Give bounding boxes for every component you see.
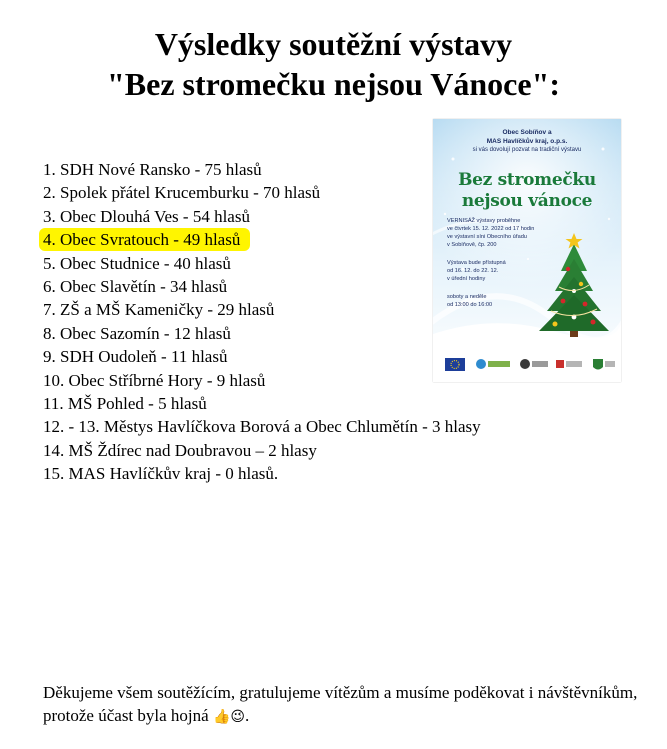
poster-detail: Výstava bude přístupná bbox=[447, 260, 506, 266]
poster-detail: od 13:00 do 16:00 bbox=[447, 302, 493, 308]
poster-invitation: si vás dovolují pozvat na tradiční výstavu bbox=[472, 147, 582, 153]
poster-background bbox=[433, 119, 621, 382]
thanks-paragraph: Děkujeme všem soutěžícím, gratulujeme vítězům a musíme poděkovat i návštěvníkům, protože účast byla hojná 👍😉. bbox=[43, 683, 638, 725]
poster-title-line-2: nejsou vánoce bbox=[461, 191, 593, 211]
thumbs-up-wink-icon: 👍😉 bbox=[212, 709, 245, 725]
list-item: 6. Obec Slavětín - 34 hlasů bbox=[43, 277, 228, 297]
municipality-logo-icon bbox=[593, 359, 615, 370]
leader-logo-icon bbox=[476, 359, 510, 369]
poster-detail: od 16. 12. do 22. 12. bbox=[447, 268, 499, 274]
list-item: 14. MŠ Ždírec nad Doubravou – 2 hlasy bbox=[43, 440, 317, 460]
exhibition-poster bbox=[433, 119, 621, 382]
eu-flag-icon bbox=[445, 358, 465, 371]
poster-detail: VERNISÁŽ výstavy proběhne bbox=[447, 218, 521, 224]
page-title bbox=[0, 24, 667, 104]
list-item: 12. - 13. Městys Havlíčkova Borová a Obec Chlumětín - 3 hlasy bbox=[43, 417, 481, 437]
poster-organizer-line-1: Obec Sobíňov a bbox=[502, 129, 552, 136]
list-item: 8. Obec Sazomín - 12 hlasů bbox=[43, 323, 231, 343]
list-item: 15. MAS Havlíčkův kraj - 0 hlasů. bbox=[43, 464, 279, 484]
list-item: 5. Obec Studnice - 40 hlasů bbox=[43, 253, 231, 273]
list-item: 2. Spolek přátel Krucemburku - 70 hlasů bbox=[43, 183, 321, 203]
poster-organizer-line-2: MAS Havlíčkův kraj, o.p.s. bbox=[486, 138, 568, 145]
poster-detail: ve výstavní síni Obecního úřadu bbox=[447, 234, 527, 240]
poster-logo-strip bbox=[433, 351, 621, 382]
poster-detail: v úřední hodiny bbox=[447, 276, 486, 282]
mas-logo-icon bbox=[520, 359, 548, 369]
list-item-highlighted bbox=[43, 228, 481, 251]
title-line-1: Výsledky soutěžní výstavy bbox=[154, 26, 513, 62]
results-list bbox=[43, 158, 481, 486]
list-item: 10. Obec Stříbrné Hory - 9 hlasů bbox=[43, 370, 266, 390]
list-item: 1. SDH Nové Ransko - 75 hlasů bbox=[43, 160, 262, 179]
poster-detail: soboty a neděle bbox=[447, 294, 487, 300]
poster-detail: ve čtvrtek 15. 12. 2022 od 17 hodin bbox=[447, 226, 535, 232]
title-line-2: "Bez stromečku nejsou Vánoce": bbox=[107, 66, 560, 102]
list-item: 7. ZŠ a MŠ Kameničky - 29 hlasů bbox=[43, 300, 275, 320]
poster-detail: v Sobíňově, čp. 200 bbox=[447, 242, 497, 248]
ministry-logo-icon bbox=[556, 360, 582, 368]
list-item: 11. MŠ Pohled - 5 hlasů bbox=[43, 394, 207, 414]
list-item: 9. SDH Oudoleň - 11 hlasů bbox=[43, 347, 228, 367]
poster-title-line-1: Bez stromečku bbox=[458, 170, 596, 190]
thanks-text: Děkujeme všem soutěžícím, gratulujeme vítězům a musíme poděkovat i návštěvníkům, protože účast byla hojná bbox=[43, 683, 638, 725]
list-item: 3. Obec Dlouhá Ves - 54 hlasů bbox=[43, 206, 250, 226]
highlight-marker: 4. Obec Svratouch - 49 hlasů bbox=[39, 228, 250, 251]
